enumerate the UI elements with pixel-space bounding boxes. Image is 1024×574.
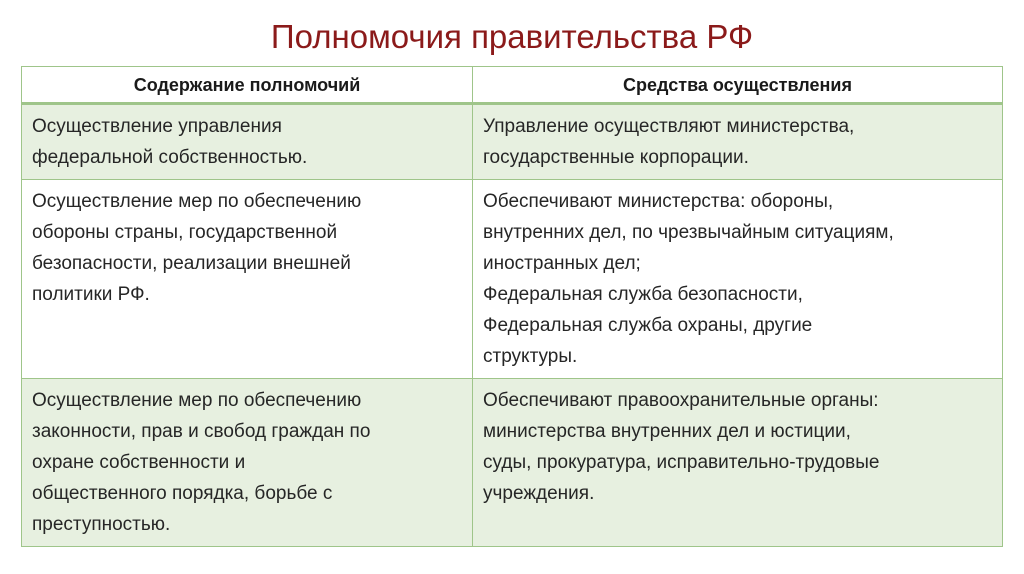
powers-cell <box>22 379 473 547</box>
cell-line: учреждения. <box>483 483 595 504</box>
cell-line: Федеральная служба безопасности, <box>483 284 803 305</box>
cell-line: внутренних дел, по чрезвычайным ситуациям, <box>483 222 894 243</box>
cell-line: государственные корпорации. <box>483 147 749 168</box>
cell-line: Федеральная служба охраны, другие <box>483 315 813 336</box>
cell-line: министерства внутренних дел и юстиции, <box>483 421 851 442</box>
cell-line: обороны страны, государственной <box>32 222 338 243</box>
table-header-row <box>22 67 1003 104</box>
table-row <box>22 180 1003 379</box>
cell-line: федеральной собственностью. <box>32 147 308 168</box>
cell-line: безопасности, реализации внешней <box>32 253 351 274</box>
cell-line: иностранных дел; <box>483 253 641 274</box>
cell-line: Осуществление мер по обеспечению <box>32 191 362 212</box>
powers-cell <box>22 180 473 379</box>
cell-line: общественного порядка, борьбе с <box>32 483 333 504</box>
table-row <box>22 104 1003 180</box>
means-cell <box>473 379 1003 547</box>
cell-line: структуры. <box>483 346 578 367</box>
means-cell <box>473 104 1003 180</box>
cell-line: суды, прокуратура, исправительно-трудовые <box>483 452 880 473</box>
cell-line: Обеспечивают правоохранительные органы: <box>483 390 879 411</box>
table-row <box>22 379 1003 547</box>
means-cell <box>473 180 1003 379</box>
cell-line: Обеспечивают министерства: обороны, <box>483 191 834 212</box>
header-means-of-implementation: Средства осуществления <box>473 67 1003 104</box>
cell-line: Управление осуществляют министерства, <box>483 116 855 137</box>
cell-line: политики РФ. <box>32 284 150 305</box>
powers-cell <box>22 104 473 180</box>
header-powers-content: Содержание полномочий <box>22 67 473 104</box>
powers-table <box>21 66 1003 547</box>
page-title: Полномочия правительства РФ <box>270 18 754 55</box>
cell-line: охране собственности и <box>32 452 246 473</box>
cell-line: законности, прав и свобод граждан по <box>32 421 371 442</box>
cell-line: Осуществление мер по обеспечению <box>32 390 362 411</box>
cell-line: преступностью. <box>32 514 171 535</box>
cell-line: Осуществление управления <box>32 116 282 137</box>
